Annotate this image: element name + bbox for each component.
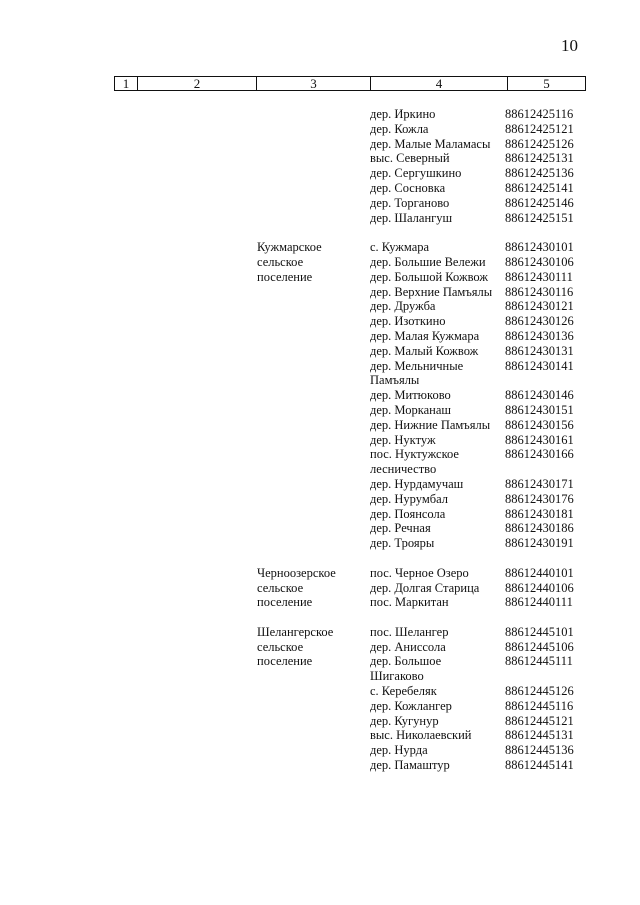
locality-name: пос. Шелангер [370,624,449,639]
locality-row [0,329,640,344]
oktmo-code: 88612425116 [505,107,574,121]
header-col-4: 4 [371,77,508,91]
oktmo-code: 88612430166 [505,447,574,462]
locality-row [0,536,640,551]
locality-name: дер. Митюково [370,388,451,403]
oktmo-code: 88612425126 [505,136,574,151]
locality-name: дер. Долгая Старица [370,580,480,595]
locality-row [0,640,640,655]
oktmo-code: 88612445141 [505,758,574,773]
oktmo-code: 88612445101 [505,624,574,639]
locality-name: дер. Мельничные Памъялы [370,358,464,388]
locality-row [0,299,640,314]
locality-name: с. Кужмара [370,240,430,255]
header-col-3: 3 [257,77,371,91]
oktmo-code: 88612445131 [505,728,574,743]
locality-row [0,196,640,211]
locality-row [0,181,640,196]
locality-row [0,359,640,389]
oktmo-code: 88612445116 [505,698,574,713]
oktmo-code: 88612430136 [505,328,574,343]
locality-row [0,595,640,610]
oktmo-code: 88612445126 [505,684,574,699]
header-row [115,77,586,91]
locality-name: дер. Кожлангер [370,698,452,713]
locality-row [0,447,640,477]
locality-row [0,270,640,285]
locality-name: дер. Нурдамучаш [370,476,464,491]
oktmo-code: 88612430101 [505,240,574,255]
locality-name: дер. Нурда [370,743,428,758]
oktmo-code: 88612430186 [505,521,574,536]
oktmo-code: 88612430131 [505,343,574,358]
oktmo-code: 88612430146 [505,388,574,403]
locality-name: пос. Нуктужское лесничество [370,447,459,477]
locality-row [0,107,640,122]
locality-name: дер. Поянсола [370,506,446,521]
locality-row [0,166,640,181]
locality-row [0,314,640,329]
locality-row [0,714,640,729]
locality-row [0,699,640,714]
oktmo-code: 88612430126 [505,314,574,329]
locality-row [0,151,640,166]
locality-row [0,255,640,270]
locality-row [0,285,640,300]
locality-name: дер. Малая Кужмара [370,328,480,343]
locality-name: дер. Речная [370,521,431,536]
locality-name: дер. Сосновка [370,180,446,195]
locality-name: дер. Большие Вележи [370,254,486,269]
oktmo-code: 88612445121 [505,713,574,728]
oktmo-code: 88612445111 [505,654,573,669]
locality-name: дер. Нуктуж [370,432,436,447]
oktmo-code: 88612430106 [505,254,574,269]
locality-row [0,388,640,403]
header-col-1: 1 [115,77,138,91]
locality-name: пос. Маркитан [370,595,449,610]
settlement-name-line: Черноозерское [257,565,336,580]
locality-row [0,743,640,758]
oktmo-code: 88612430161 [505,432,574,447]
settlement-list [0,107,640,788]
oktmo-code: 88612430111 [505,269,573,284]
column-header-table [114,76,586,91]
settlement-name-line: Шелангерское [257,624,334,639]
locality-name: дер. Трояры [370,536,435,551]
locality-name: дер. Иркино [370,107,436,121]
oktmo-code: 88612445136 [505,743,574,758]
settlement-name-line: поселение [257,654,313,669]
locality-name: дер. Большое Шигаково [370,654,442,684]
header-col-5: 5 [508,77,586,91]
settlement-name-line: сельское [257,580,304,595]
oktmo-code: 88612430191 [505,536,574,551]
locality-row [0,654,640,684]
locality-row [0,122,640,137]
locality-row [0,728,640,743]
locality-row [0,521,640,536]
locality-name: выс. Северный [370,151,450,166]
locality-name: дер. Шалангуш [370,210,453,225]
locality-row [0,477,640,492]
oktmo-code: 88612430176 [505,491,574,506]
settlement-group [0,625,640,773]
locality-name: дер. Большой Кожвож [370,269,488,284]
oktmo-code: 88612430181 [505,506,574,521]
settlement-name-line: поселение [257,269,313,284]
oktmo-code: 88612430171 [505,476,574,491]
settlement-group [0,240,640,551]
oktmo-code: 88612430156 [505,417,574,432]
locality-name: дер. Кугунур [370,713,439,728]
locality-row [0,344,640,359]
locality-row [0,240,640,255]
locality-name: дер. Малые Маламасы [370,136,491,151]
locality-name: дер. Аниссола [370,639,446,654]
oktmo-code: 88612425151 [505,210,574,225]
locality-name: дер. Нурумбал [370,491,449,506]
locality-name: с. Керебеляк [370,684,437,699]
locality-name: пос. Черное Озеро [370,565,469,580]
locality-row [0,625,640,640]
settlement-name-line: поселение [257,595,313,610]
locality-name: дер. Памаштур [370,758,450,773]
locality-row [0,758,640,773]
locality-name: дер. Сергушкино [370,166,462,181]
oktmo-code: 88612425131 [505,151,574,166]
locality-name: выс. Николаевский [370,728,472,743]
oktmo-code: 88612425141 [505,180,574,195]
header-col-2: 2 [138,77,257,91]
locality-row [0,433,640,448]
locality-name: дер. Нижние Памъялы [370,417,491,432]
oktmo-code: 88612430121 [505,299,574,314]
oktmo-code: 88612430116 [505,284,574,299]
settlement-name-line: сельское [257,639,304,654]
settlement-group [0,566,640,610]
oktmo-code: 88612425146 [505,195,574,210]
locality-row [0,137,640,152]
settlement-group [0,107,640,225]
locality-name: дер. Малый Кожвож [370,343,479,358]
locality-row [0,581,640,596]
locality-row [0,684,640,699]
locality-row [0,403,640,418]
oktmo-code: 88612430141 [505,358,574,373]
locality-row [0,566,640,581]
oktmo-code: 88612440101 [505,565,574,580]
page-number: 10 [561,36,578,55]
locality-row [0,418,640,433]
locality-name: дер. Верхние Памъялы [370,284,493,299]
locality-name: дер. Изоткино [370,314,446,329]
oktmo-code: 88612440111 [505,595,573,610]
locality-name: дер. Кожла [370,121,429,136]
locality-name: дер. Дружба [370,299,436,314]
settlement-name-line: сельское [257,254,304,269]
locality-row [0,492,640,507]
settlement-name-line: Кужмарское [257,240,322,255]
oktmo-code: 88612430151 [505,402,574,417]
oktmo-code: 88612445106 [505,639,574,654]
oktmo-code: 88612425136 [505,166,574,181]
locality-row [0,211,640,226]
locality-name: дер. Морканаш [370,402,452,417]
oktmo-code: 88612440106 [505,580,574,595]
locality-row [0,507,640,522]
locality-name: дер. Торганово [370,195,450,210]
oktmo-code: 88612425121 [505,121,574,136]
